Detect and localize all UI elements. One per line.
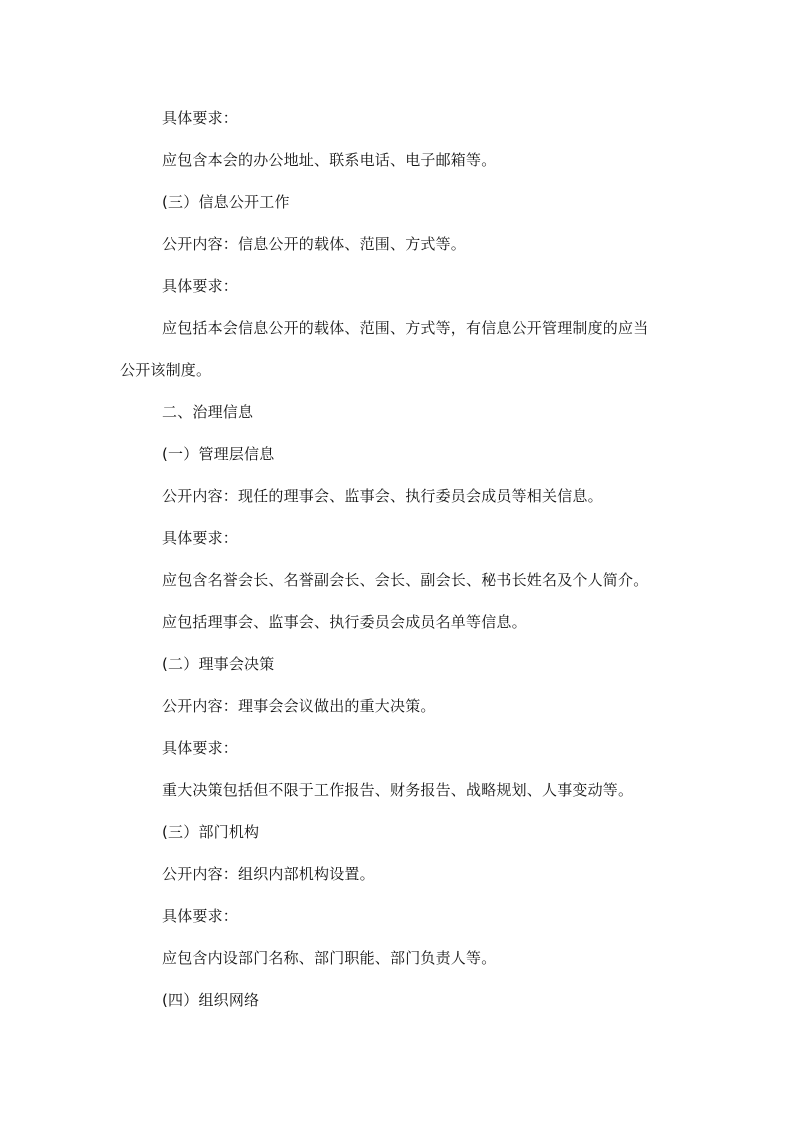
paragraph: 公开内容：信息公开的载体、范围、方式等。 [162, 235, 467, 253]
subsection-heading: (三）部门机构 [162, 823, 260, 841]
paragraph: 应包括理事会、监事会、执行委员会成员名单等信息。 [162, 613, 527, 631]
chapter-heading: 二、治理信息 [162, 403, 254, 421]
paragraph: 应包含名誉会长、名誉副会长、会长、副会长、秘书长姓名及个人简介。 [162, 571, 649, 589]
subsection-heading: (四）组织网络 [162, 991, 260, 1009]
paragraph: 公开内容：组织内部机构设置。 [162, 865, 375, 883]
subsection-heading: (三）信息公开工作 [162, 193, 290, 211]
subsection-heading: (二）理事会决策 [162, 655, 275, 673]
section-heading: 具体要求： [162, 739, 239, 757]
paragraph: 公开内容：现任的理事会、监事会、执行委员会成员等相关信息。 [162, 487, 603, 505]
paragraph-continuation: 公开该制度。 [120, 361, 212, 379]
paragraph: 应包括本会信息公开的载体、范围、方式等，有信息公开管理制度的应当 [162, 319, 649, 337]
paragraph: 应包含本会的办公地址、联系电话、电子邮箱等。 [162, 151, 497, 169]
paragraph: 公开内容：理事会会议做出的重大决策。 [162, 697, 436, 715]
section-heading: 具体要求： [162, 907, 239, 925]
section-heading: 具体要求： [162, 109, 239, 127]
paragraph: 重大决策包括但不限于工作报告、财务报告、战略规划、人事变动等。 [162, 781, 634, 799]
section-heading: 具体要求： [162, 529, 239, 547]
paragraph: 应包含内设部门名称、部门职能、部门负责人等。 [162, 949, 497, 967]
subsection-heading: (一）管理层信息 [162, 445, 275, 463]
section-heading: 具体要求： [162, 277, 239, 295]
